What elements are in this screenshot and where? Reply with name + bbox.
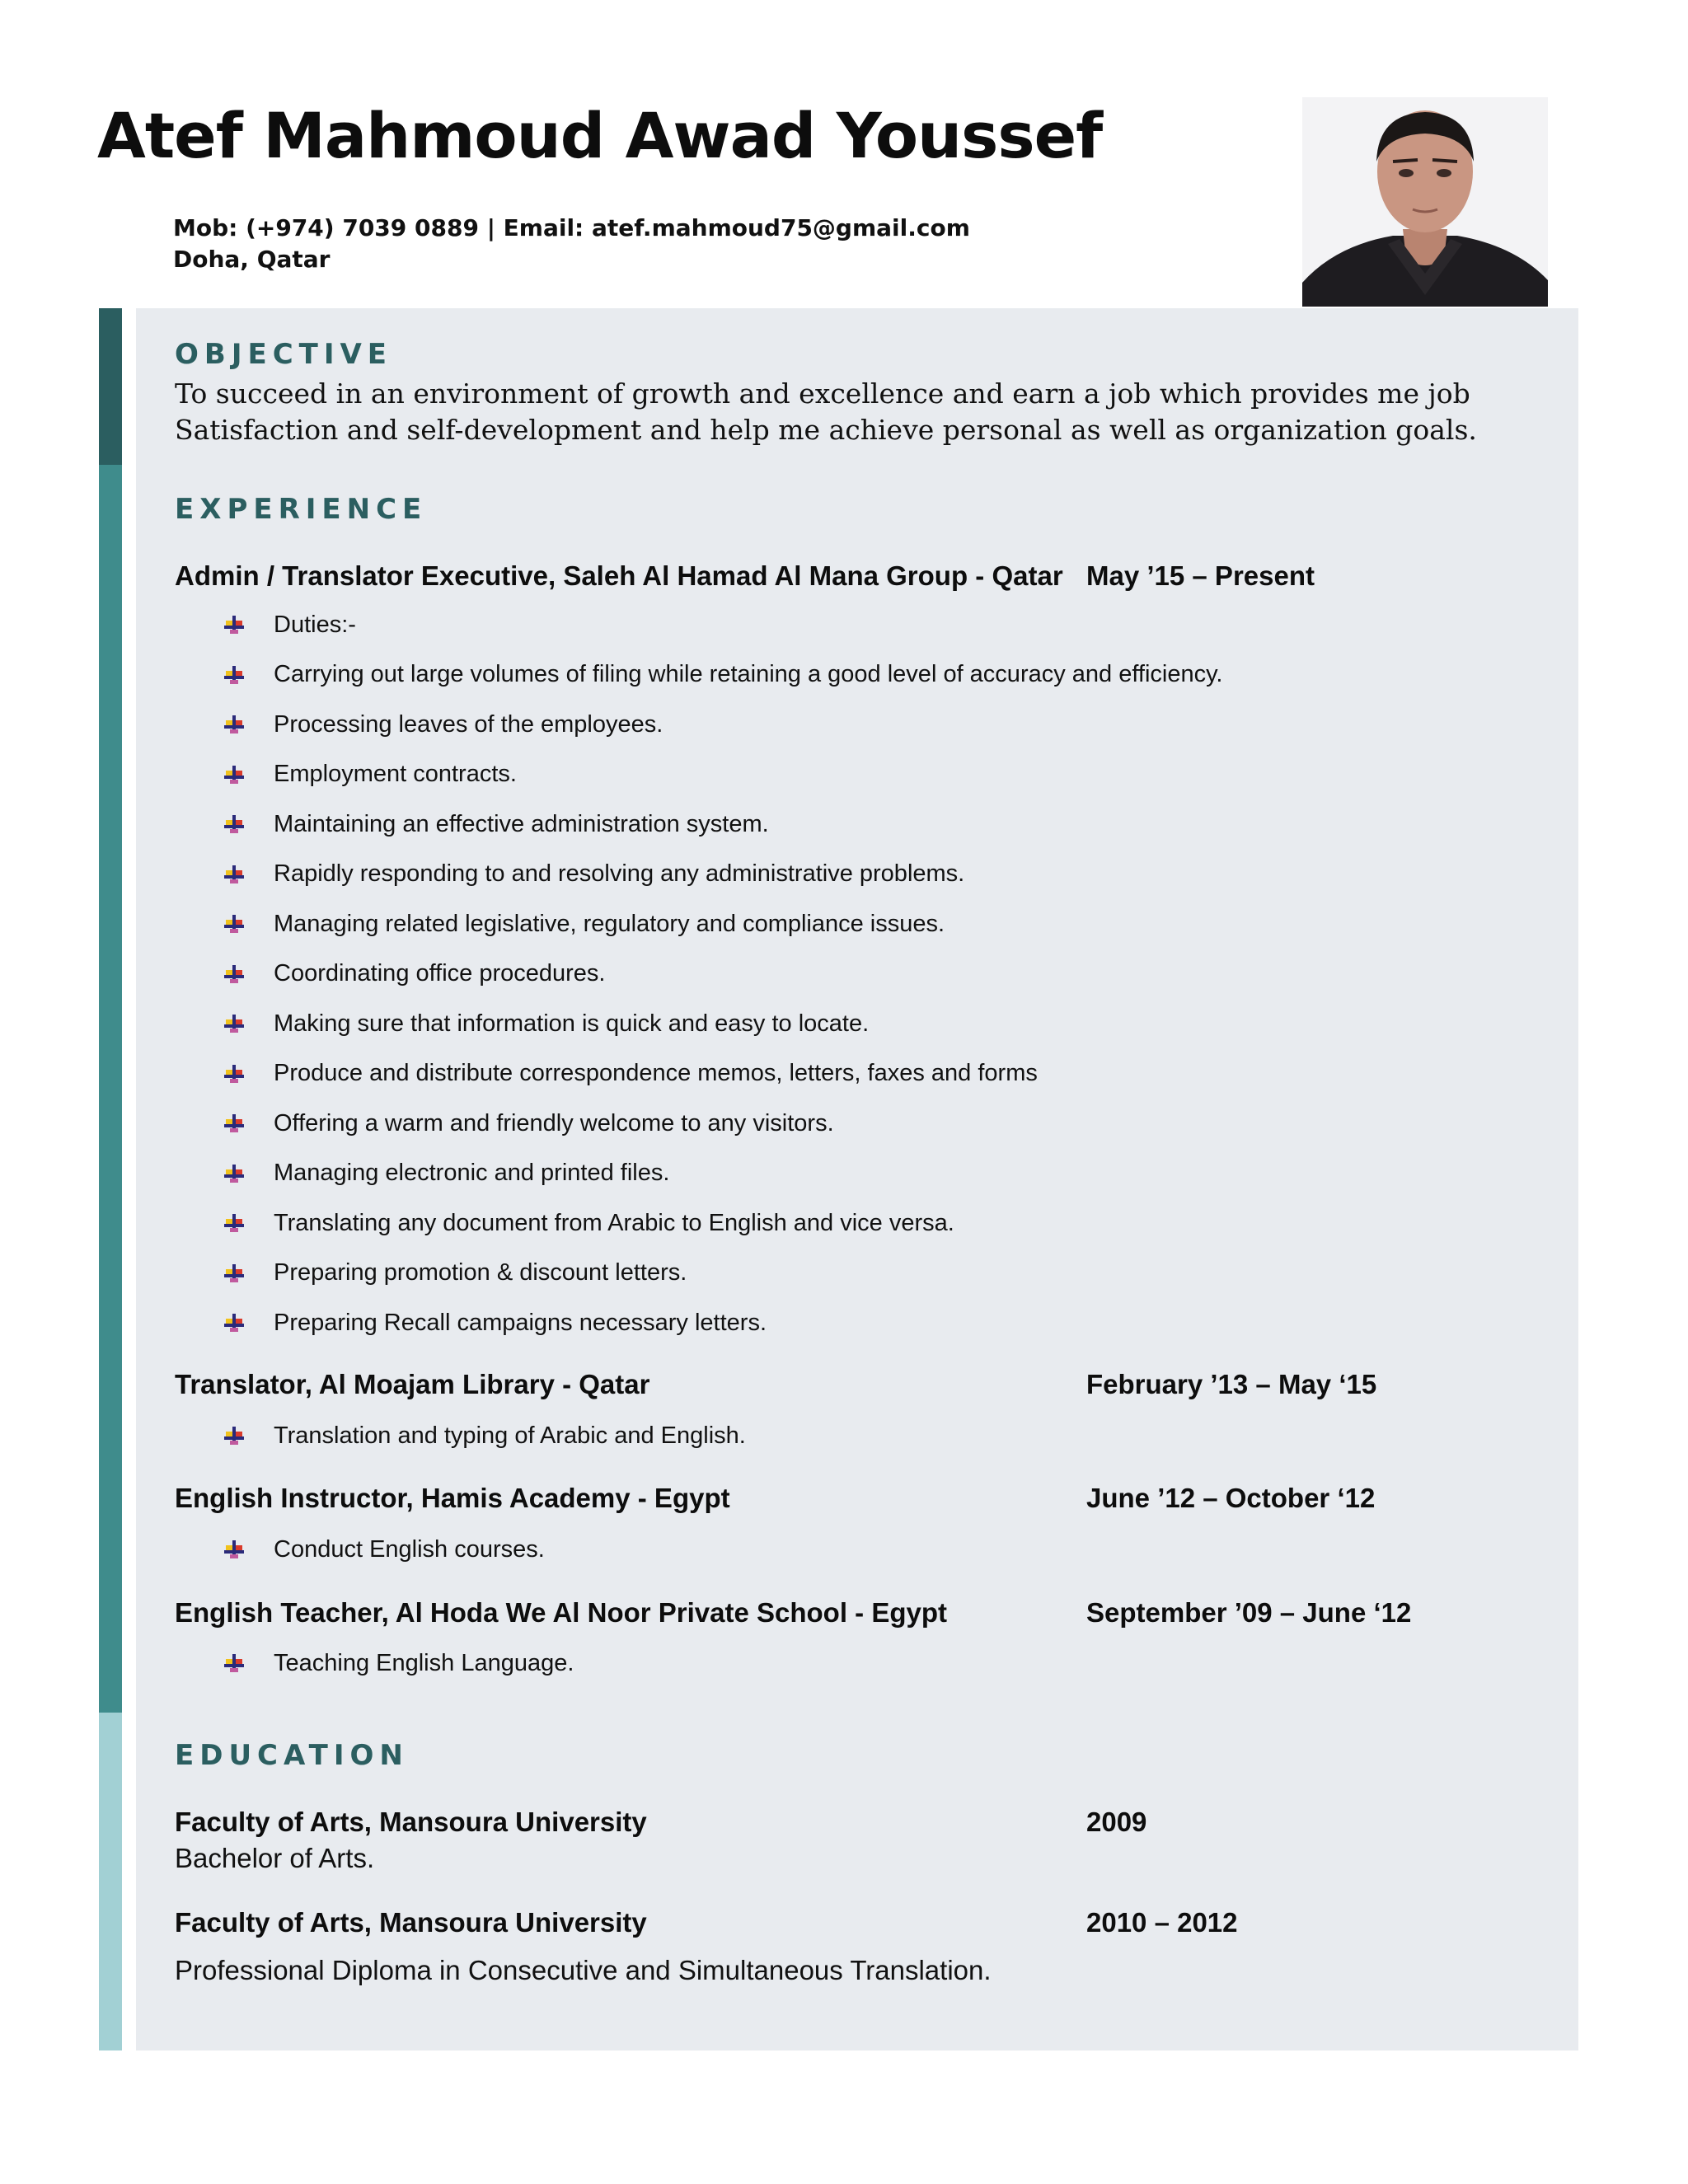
list-item: Carrying out large volumes of filing while retaining a good level of accuracy and efficiency. — [223, 650, 1223, 701]
list-item: Rapidly responding to and resolving any administrative problems. — [223, 850, 1223, 900]
experience-accent-bar — [99, 465, 122, 1713]
list-item: Duties:- — [223, 600, 1223, 650]
arrow-bullet-icon — [223, 813, 246, 836]
candidate-name: Atef Mahmoud Awad Youssef — [97, 99, 1103, 172]
arrow-bullet-icon — [223, 1262, 246, 1285]
arrow-bullet-icon — [223, 863, 246, 886]
job-title: Translator, Al Moajam Library - Qatar — [175, 1369, 650, 1399]
arrow-bullet-icon — [223, 763, 246, 786]
objective-text: To succeed in an environment of growth and excellence and earn a job which provides me job Satisfaction and self-development and help me achieve personal as well as organization goals. — [175, 377, 1477, 446]
job-duties-list — [223, 1411, 746, 1461]
list-item: Translation and typing of Arabic and English. — [223, 1411, 746, 1461]
education-degree: Professional Diploma in Consecutive and Simultaneous Translation. — [175, 1955, 992, 1985]
list-item: Employment contracts. — [223, 750, 1223, 800]
list-item: Translating any document from Arabic to English and vice versa. — [223, 1198, 1223, 1249]
list-item: Conduct English courses. — [223, 1525, 545, 1575]
list-item: Managing electronic and printed files. — [223, 1149, 1223, 1199]
education-school: Faculty of Arts, Mansoura University — [175, 1807, 647, 1837]
contact-line: Mob: (+974) 7039 0889 | Email: atef.mahmoud75@gmail.com — [173, 214, 970, 241]
arrow-bullet-icon — [223, 1112, 246, 1135]
job-title: Admin / Translator Executive, Saleh Al Hamad Al Mana Group - Qatar — [175, 560, 1063, 591]
list-item: Produce and distribute correspondence memos, letters, faxes and forms — [223, 1049, 1223, 1099]
objective-accent-bar — [99, 308, 122, 465]
job-duties-list — [223, 600, 1223, 1348]
list-item: Preparing Recall campaigns necessary letters. — [223, 1298, 1223, 1348]
arrow-bullet-icon — [223, 1652, 246, 1675]
arrow-bullet-icon — [223, 613, 246, 636]
arrow-bullet-icon — [223, 1212, 246, 1235]
job-duties-list — [223, 1525, 545, 1575]
job-title: English Instructor, Hamis Academy - Egypt — [175, 1483, 730, 1513]
contact-block — [173, 213, 970, 275]
arrow-bullet-icon — [223, 1062, 246, 1085]
experience-heading: EXPERIENCE — [175, 493, 428, 526]
arrow-bullet-icon — [223, 1538, 246, 1561]
education-year: 2010 – 2012 — [1086, 1907, 1238, 1938]
arrow-bullet-icon — [223, 1311, 246, 1334]
education-school: Faculty of Arts, Mansoura University — [175, 1907, 647, 1938]
arrow-bullet-icon — [223, 912, 246, 935]
list-item: Teaching English Language. — [223, 1638, 574, 1689]
education-degree: Bachelor of Arts. — [175, 1843, 375, 1873]
education-year: 2009 — [1086, 1807, 1147, 1837]
location: Doha, Qatar — [173, 246, 331, 273]
list-item: Preparing promotion & discount letters. — [223, 1249, 1223, 1299]
list-item: Processing leaves of the employees. — [223, 700, 1223, 750]
arrow-bullet-icon — [223, 1012, 246, 1035]
objective-heading: OBJECTIVE — [175, 338, 393, 371]
arrow-bullet-icon — [223, 1424, 246, 1447]
education-accent-bar — [99, 1713, 122, 2050]
arrow-bullet-icon — [223, 663, 246, 687]
list-item: Managing related legislative, regulatory and compliance issues. — [223, 899, 1223, 949]
list-item: Coordinating office procedures. — [223, 949, 1223, 1000]
job-title: English Teacher, Al Hoda We Al Noor Private School - Egypt — [175, 1597, 948, 1628]
profile-photo — [1302, 97, 1548, 307]
list-item: Making sure that information is quick and easy to locate. — [223, 999, 1223, 1049]
job-dates: February ’13 – May ‘15 — [1086, 1369, 1377, 1399]
arrow-bullet-icon — [223, 963, 246, 986]
job-dates: September ’09 – June ‘12 — [1086, 1597, 1412, 1628]
arrow-bullet-icon — [223, 1162, 246, 1185]
education-heading: EDUCATION — [175, 1739, 409, 1772]
job-duties-list — [223, 1638, 574, 1689]
list-item: Maintaining an effective administration system. — [223, 799, 1223, 850]
job-dates: June ’12 – October ‘12 — [1086, 1483, 1376, 1513]
job-dates: May ’15 – Present — [1086, 560, 1315, 591]
list-item: Offering a warm and friendly welcome to any visitors. — [223, 1099, 1223, 1149]
arrow-bullet-icon — [223, 713, 246, 736]
